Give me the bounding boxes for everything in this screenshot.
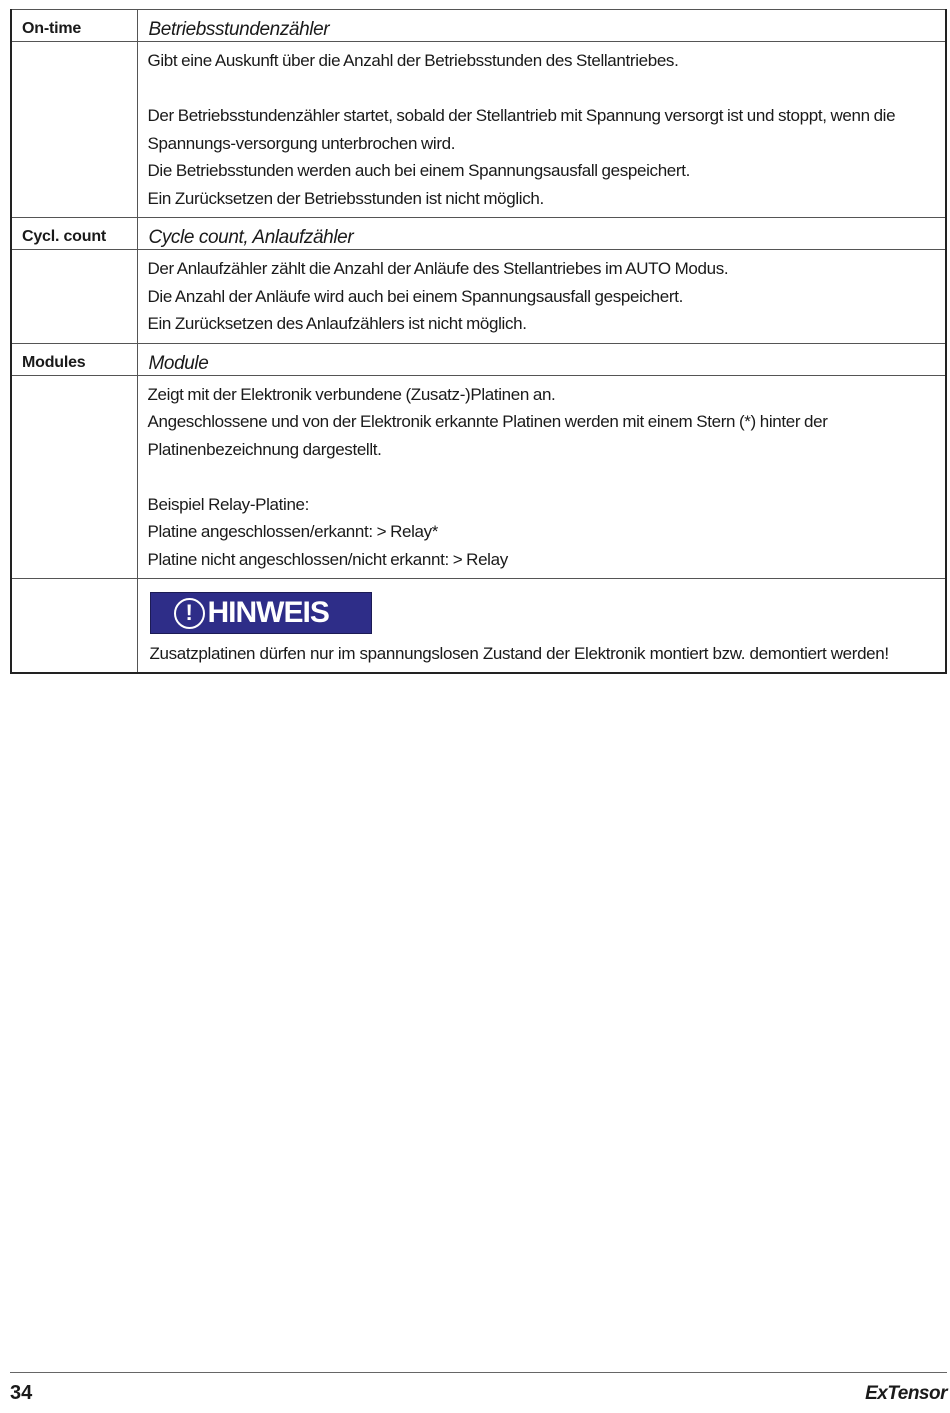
description-line: Ein Zurücksetzen des Anlaufzählers ist nicht möglich. [147,314,527,333]
page-number: 34 [10,1382,33,1404]
section-title: Cycle count, Anlaufzähler [137,218,946,250]
section-header-row [11,343,946,375]
empty-term-cell [11,579,137,673]
section-header-row [11,10,946,42]
description-line: Die Anzahl der Anläufe wird auch bei einem Spannungsausfall gespeichert. [147,286,683,306]
description-line: Beispiel Relay-Platine: [147,494,310,514]
note-text: Zusatzplatinen dürfen nur im spannungslosen Zustand der Elektronik montiert bzw. demontiert werden! [149,644,889,663]
description-line: Der Betriebsstundenzähler startet, sobald der Stellantrieb mit Spannung versorgt ist und stoppt, wenn die Spannungs-versorgung unterbrochen wird. [147,106,896,153]
hinweis-badge [150,592,372,634]
description-line: Gibt eine Auskunft über die Anzahl der Betriebsstunden des Stellantriebes. [147,51,679,70]
section-body-row [11,250,946,344]
section-description [137,250,946,344]
hinweis-label: HINWEIS [207,596,329,630]
exclamation-circle-icon: ! [174,598,205,629]
empty-term-cell [11,375,137,579]
note-row [11,579,946,673]
note-cell [137,579,946,673]
empty-term-cell [11,42,137,218]
section-title: Betriebsstundenzähler [137,10,946,42]
footer-divider [10,1372,947,1373]
product-name: ExTensor [865,1383,947,1404]
section-description [137,375,946,579]
description-line: Der Anlaufzähler zählt die Anzahl der Anläufe des Stellantriebes im AUTO Modus. [147,259,729,278]
section-body-row [11,42,946,218]
description-line: Platine nicht angeschlossen/nicht erkannt: > Relay [147,549,508,569]
term-label: On-time [11,10,137,42]
empty-term-cell [11,250,137,344]
term-label: Modules [11,343,137,375]
description-line: Die Betriebsstunden werden auch bei einem Spannungsausfall gespeichert. [147,161,690,180]
description-line: Angeschlossene und von der Elektronik erkannte Platinen werden mit einem Stern (*) hinter der Platinenbezeichnung dargestellt. [147,412,828,459]
parameter-table [10,9,947,674]
section-title: Module [137,343,946,375]
section-header-row [11,218,946,250]
section-body-row [11,375,946,579]
term-label: Cycl. count [11,218,137,250]
description-line: Zeigt mit der Elektronik verbundene (Zusatz-)Platinen an. [147,384,556,404]
description-line: Platine angeschlossen/erkannt: > Relay* [147,522,439,541]
section-description [137,42,946,218]
description-line: Ein Zurücksetzen der Betriebsstunden ist nicht möglich. [147,188,544,208]
